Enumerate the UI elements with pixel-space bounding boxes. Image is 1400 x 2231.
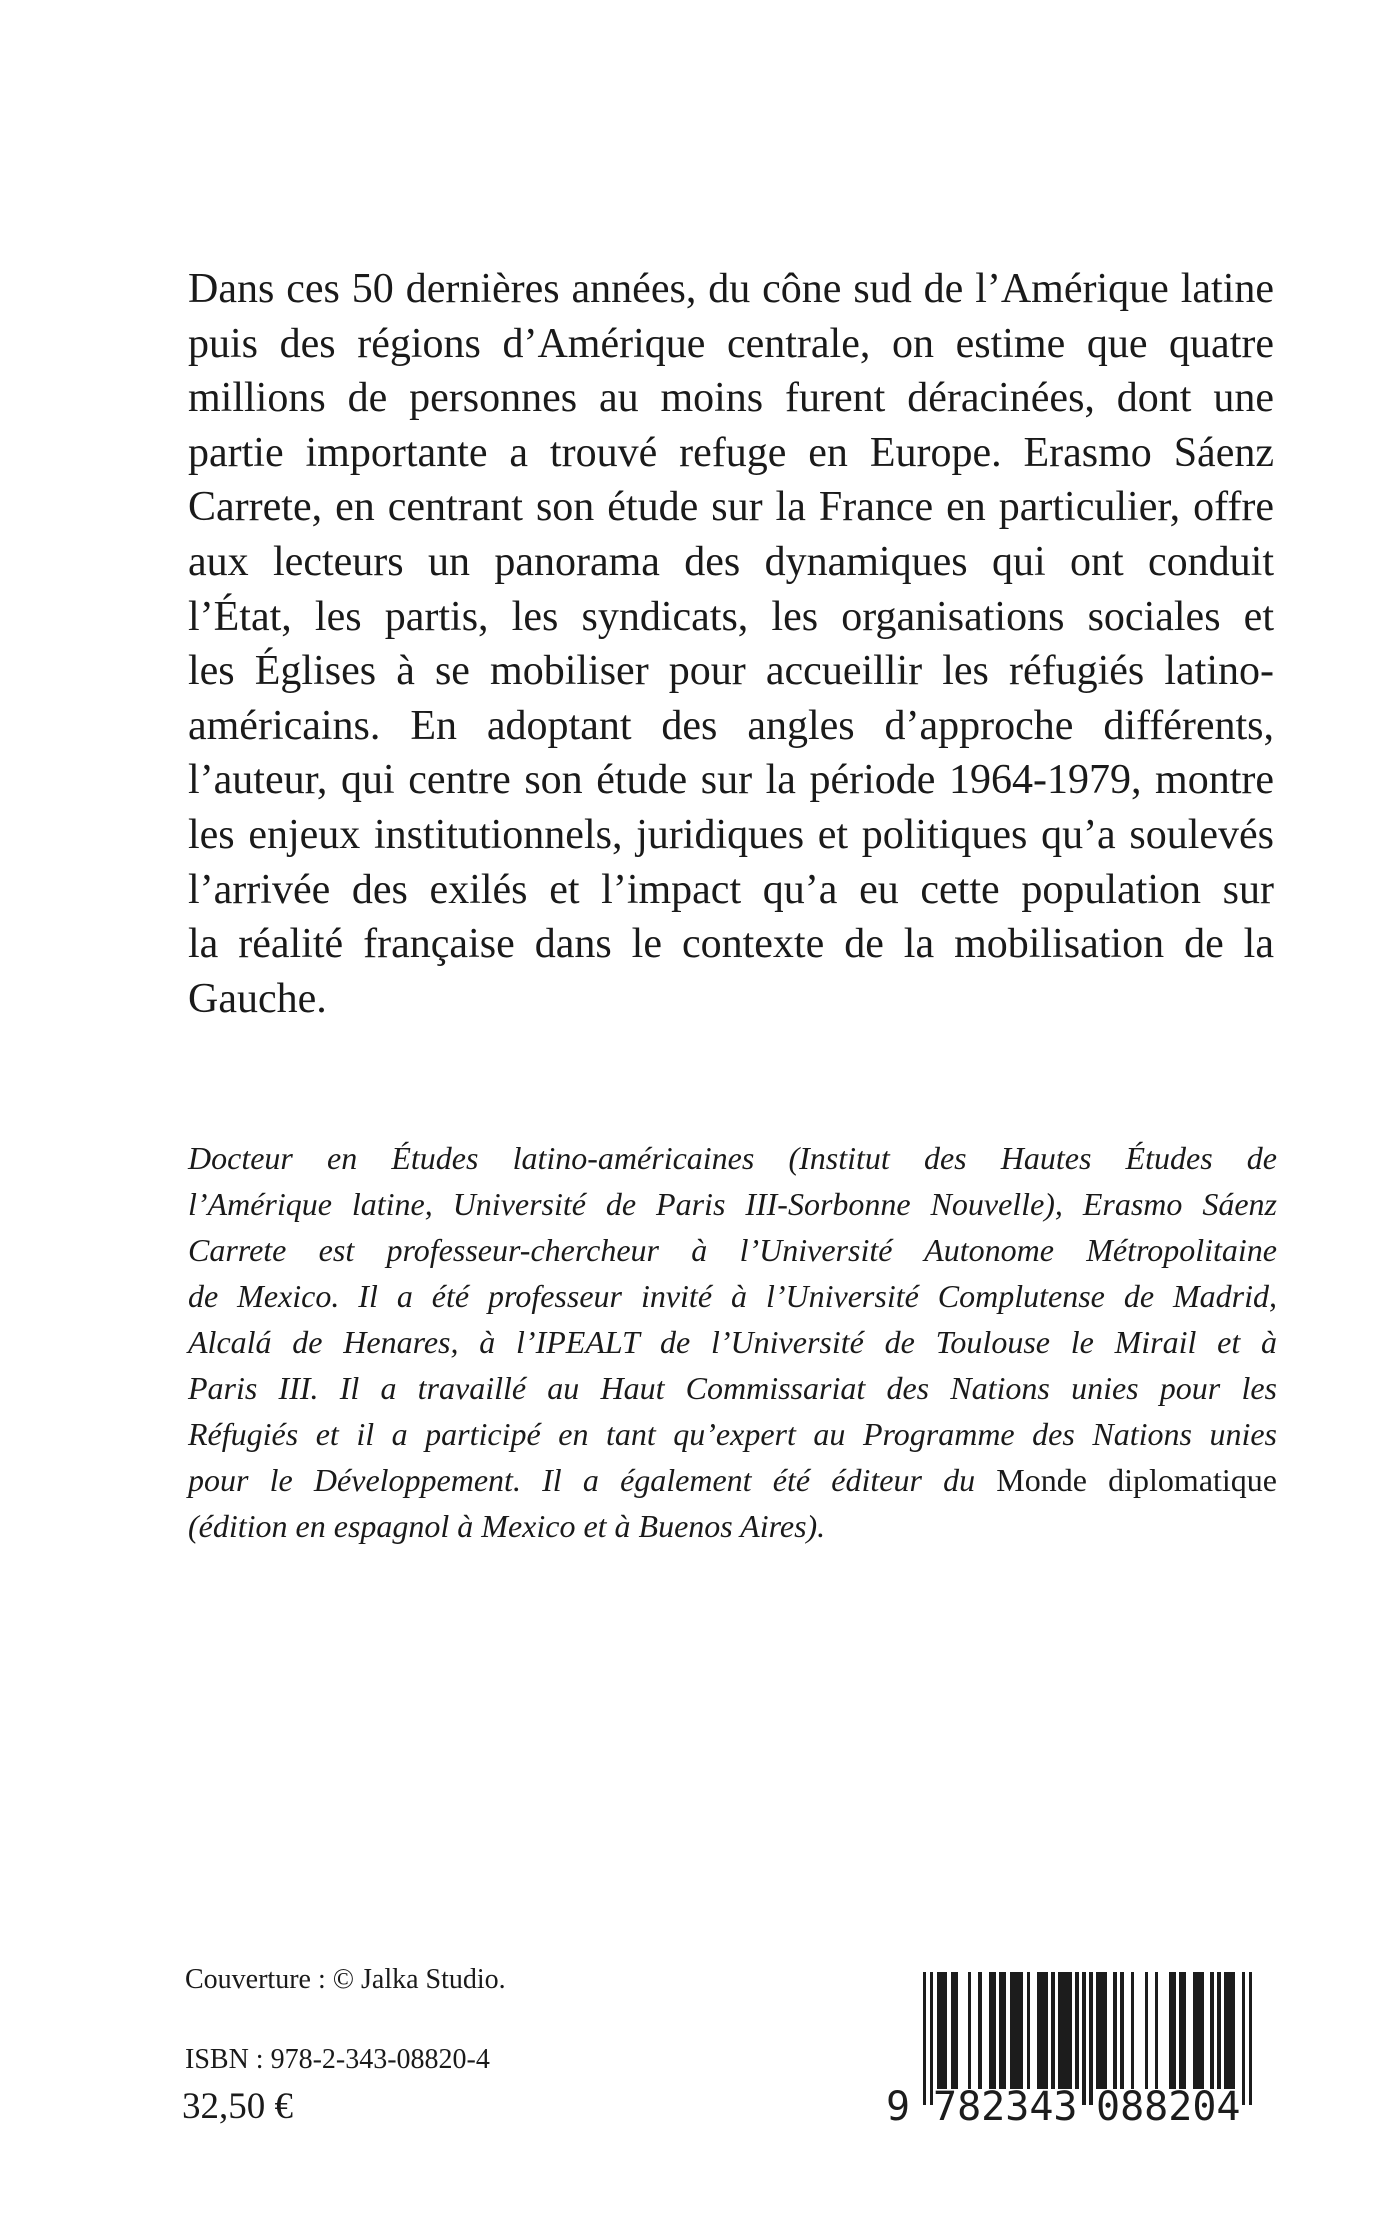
barcode-bar <box>1155 1972 1158 2089</box>
bio-line <box>188 1319 1277 1365</box>
barcode-bar <box>1027 1972 1030 2089</box>
bio-italic-text: Paris III. Il a travaillé au Haut Commissariat des Nations unies pour les <box>188 1370 1277 1406</box>
barcode-bar <box>968 1972 971 2089</box>
synopsis-line: l’arrivée des exilés et l’impact qu’a eu cette population sur <box>188 866 1274 913</box>
barcode-bar <box>1224 1972 1234 2089</box>
bio-line <box>188 1227 1277 1273</box>
barcode-bar <box>1131 1972 1134 2089</box>
bio-italic-text: (édition en espagnol à Mexico et à Buenos Aires). <box>188 1508 826 1544</box>
barcode-bar <box>1249 1972 1252 2105</box>
synopsis-line: Carrete, en centrant son étude sur la France en particulier, offre <box>188 484 1274 531</box>
synopsis-line: millions de personnes au moins furent déracinées, dont une <box>188 375 1274 422</box>
synopsis-line: l’auteur, qui centre son étude sur la période 1964-1979, montre <box>188 757 1274 804</box>
bio-line <box>188 1181 1277 1227</box>
barcode-bar <box>989 1972 996 2089</box>
barcode-digits-right-group: 088204 <box>1096 2084 1241 2130</box>
barcode-bar <box>1120 1972 1123 2089</box>
bio-italic-text: de Mexico. Il a été professeur invité à l’Université Complutense de Madrid, <box>188 1278 1277 1314</box>
barcode-bar <box>951 1972 958 2089</box>
barcode-bar <box>999 1972 1006 2089</box>
barcode-bar <box>1242 1972 1245 2105</box>
synopsis-line: Dans ces 50 dernières années, du cône sud de l’Amérique latine <box>188 266 1274 312</box>
bio-italic-text: Réfugiés et il a participé en tant qu’expert au Programme des Nations unies <box>188 1416 1277 1452</box>
barcode-bar <box>1037 1972 1047 2089</box>
barcode-bar <box>1217 1972 1220 2089</box>
barcode-bar <box>1179 1972 1186 2089</box>
barcode-bar <box>1169 1972 1176 2089</box>
barcode-bar <box>1058 1972 1072 2089</box>
synopsis-line: puis des régions d’Amérique centrale, on estime que quatre <box>188 320 1274 367</box>
bio-italic-text: Docteur en Études latino-américaines (Institut des Hautes Études de <box>188 1140 1277 1176</box>
bio-line <box>188 1135 1277 1181</box>
bio-italic-text: l’Amérique latine, Université de Paris III-Sorbonne Nouvelle), Erasmo Sáenz <box>188 1186 1277 1222</box>
barcode-bar <box>1075 1972 1078 2089</box>
bio-italic-text: Carrete est professeur-chercheur à l’Université Autonome Métropolitaine <box>188 1232 1277 1268</box>
bio-italic-text: Alcalá de Henares, à l’IPEALT de l’Université de Toulouse le Mirail et à <box>188 1324 1277 1360</box>
author-bio-paragraph <box>188 1135 1277 1549</box>
bio-line <box>188 1273 1277 1319</box>
barcode-bar <box>1210 1972 1213 2089</box>
bio-italic-text: pour le Développement. Il a également été éditeur du <box>188 1462 997 1498</box>
barcode-bar <box>937 1972 947 2089</box>
synopsis-line: la réalité française dans le contexte de la mobilisation de la <box>188 921 1274 968</box>
barcode-bar <box>978 1972 981 2089</box>
bio-line <box>188 1457 1277 1503</box>
barcode-bar <box>1089 1972 1092 2105</box>
synopsis-line: américains. En adoptant des angles d’approche différents, <box>188 702 1274 749</box>
bio-roman-text: Monde diplomatique <box>996 1462 1278 1498</box>
synopsis-line: l’État, les partis, les syndicats, les organisations sociales et <box>188 593 1274 640</box>
price-text: 32,50 € <box>182 2086 293 2127</box>
barcode-digits-left-group: 782343 <box>933 2084 1078 2130</box>
bio-line <box>188 1411 1277 1457</box>
barcode-bar <box>1010 1972 1024 2089</box>
synopsis-paragraph <box>188 262 1274 1026</box>
isbn-text: ISBN : 978-2-343-08820-4 <box>185 2044 490 2075</box>
barcode-bar <box>1113 1972 1116 2089</box>
synopsis-line: Gauche. <box>188 975 327 1022</box>
synopsis-line: aux lecteurs un panorama des dynamiques qui ont conduit <box>188 538 1274 585</box>
cover-credit-text: Couverture : © Jalka Studio. <box>185 1964 506 1995</box>
barcode-bar <box>1082 1972 1085 2105</box>
bio-line <box>188 1503 1277 1549</box>
synopsis-line: les Églises à se mobiliser pour accueillir les réfugiés latino- <box>188 648 1274 695</box>
barcode-bar <box>1051 1972 1054 2089</box>
barcode-bar <box>1193 1972 1203 2089</box>
synopsis-line: partie importante a trouvé refuge en Europe. Erasmo Sáenz <box>188 429 1274 476</box>
barcode-bar <box>923 1972 926 2105</box>
barcode-bar <box>1096 1972 1106 2089</box>
barcode-digit-prefix: 9 <box>886 2084 911 2130</box>
synopsis-line: les enjeux institutionnels, juridiques et politiques qu’a soulevés <box>188 811 1274 858</box>
barcode-bar <box>1145 1972 1148 2089</box>
bio-line <box>188 1365 1277 1411</box>
